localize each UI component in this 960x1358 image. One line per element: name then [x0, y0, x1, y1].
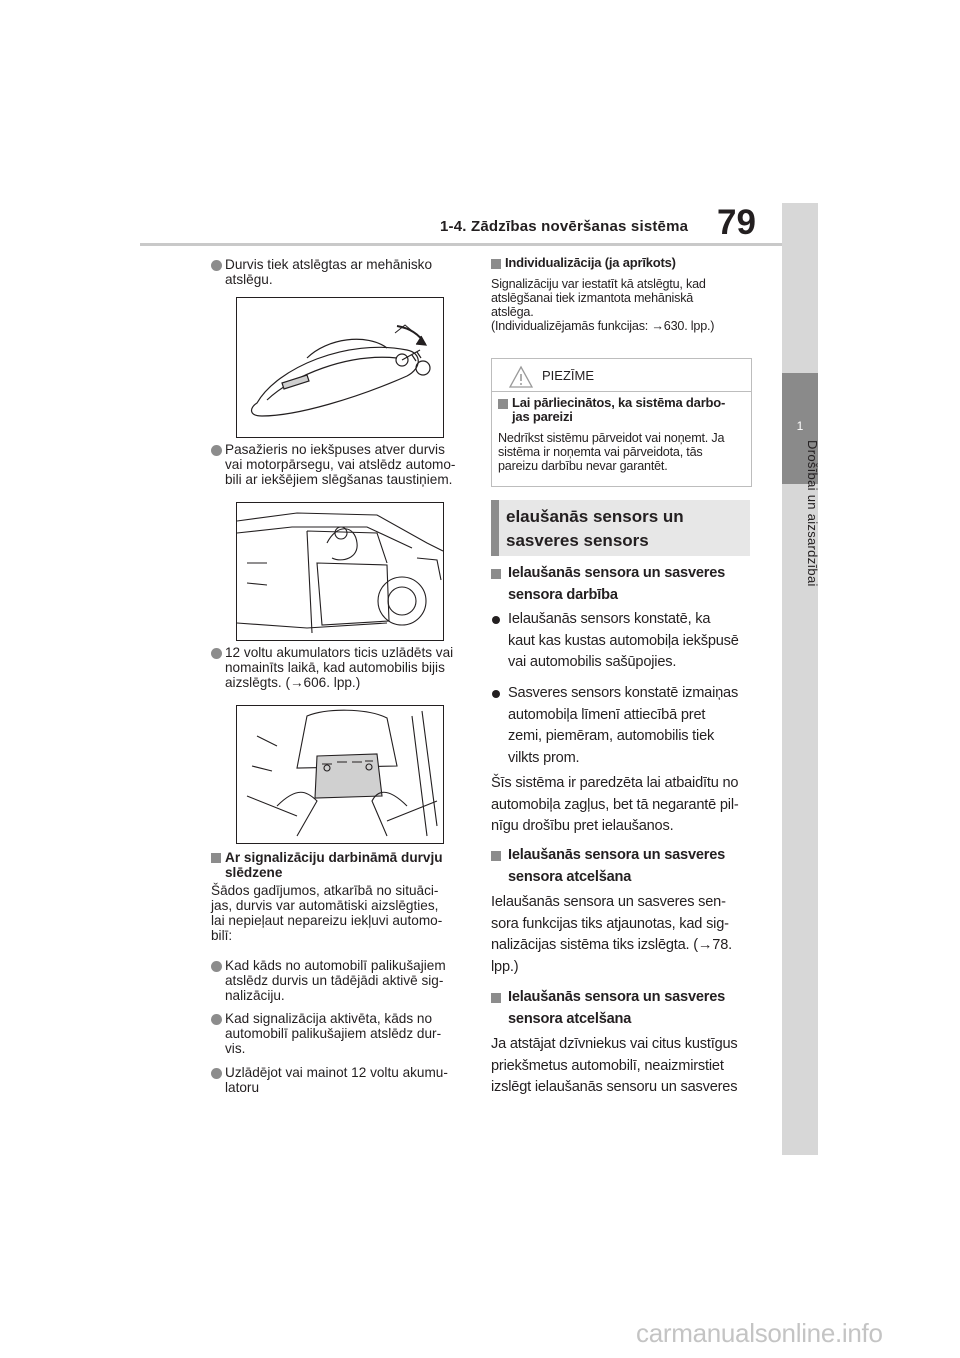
door-handle-key-icon — [237, 298, 443, 437]
square-bullet-icon — [498, 399, 508, 409]
door-handle-illustration — [236, 297, 444, 438]
bullet-unlock-inside: Kad kāds no automobilī palikušajiem atslēdz durvis un tādējādi aktivē sig- nalizāciju. — [225, 958, 446, 1003]
car-door-icon — [237, 503, 443, 640]
bullet-alarm-activated: Kad signalizācija aktivēta, kāds no automobilī palikušajiem atslēdz dur- vis. — [225, 1011, 442, 1056]
paragraph-customization: Signalizāciju var iestatīt kā atslēgtu, kad atslēgšanai tiek izmantota mehāniskā atslēga. (Individualizējamās funkcijas: →630. lpp.) — [491, 277, 715, 333]
bullet-intrusion-sensor: Ielaušanās sensors konstatē, ka kaut kas kustas automobiļa iekšpusē vai automobilis sašūpojies. — [508, 611, 739, 670]
bullet-mechanical-key: Durvis tiek atslēgtas ar mehānisko atslēgu. — [225, 257, 433, 287]
chapter-title: 1-4. Zādzības novēršanas sistēma — [440, 218, 689, 235]
heading-customization: Individualizācija (ja aprīkots) — [505, 255, 676, 270]
note-divider — [492, 391, 751, 392]
bullet-icon — [492, 690, 500, 698]
paragraph-sensor-restore: Ielaušanās sensora un sasveres sen- sora funkcijas tiks atjaunotas, kad sig- nalizācijas sistēma tiks izslēgta. (→78. lpp.) — [491, 894, 732, 975]
bullet-icon — [492, 616, 500, 624]
battery-illustration — [236, 705, 444, 844]
note-title: PIEZĪME — [542, 368, 595, 383]
warning-triangle-icon — [508, 365, 534, 389]
heading-alarm-door-lock: Ar signalizāciju darbināmā durvju slēdzene — [225, 850, 443, 880]
bullet-icon — [211, 1014, 222, 1025]
watermark: carmanualsonline.info — [636, 1318, 883, 1348]
square-bullet-icon — [491, 569, 501, 579]
car-open-door-illustration — [236, 502, 444, 641]
bullet-icon — [211, 1068, 222, 1079]
heading-sensor-cancel-1: Ielaušanās sensora un sasveres sensora atcelšana — [508, 847, 726, 885]
bullet-icon — [211, 961, 222, 972]
square-bullet-icon — [211, 853, 221, 863]
bullet-icon — [211, 445, 222, 456]
note-heading: Lai pārliecinātos, ka sistēma darbo- jas pareizi — [512, 395, 726, 424]
paragraph-deter-thieves: Šīs sistēma ir paredzēta lai atbaidītu no automobiļa zagļus, bet tā negarantē pil- nīgu drošību pret ielaušanos. — [491, 775, 739, 834]
note-text: Nedrīkst sistēmu pārveidot vai noņemt. Ja sistēma ir noņemta vai pārveidota, tās pareizu darbību nevar garantēt. — [498, 431, 725, 473]
square-bullet-icon — [491, 993, 501, 1003]
bullet-battery-replace: Uzlādējot vai mainot 12 voltu akumu- latoru — [225, 1065, 448, 1095]
heading-sensor-cancel-2: Ielaušanās sensora un sasveres sensora atcelšana — [508, 989, 726, 1027]
chapter-tab-number: 1 — [796, 419, 804, 433]
section-title-bar — [491, 500, 499, 556]
bullet-passenger-opens: Pasažieris no iekšpuses atver durvis vai motorpārsegu, vai atslēdz automo- bili ar iekšējiem slēgšanas taustiņiem. — [225, 442, 456, 487]
bullet-icon — [211, 260, 222, 271]
paragraph-auto-lock: Šādos gadījumos, atkarībā no situāci- jas, durvis var automātiski aizslēgties, lai nepieļaut nepareizu iekļuvi automo- bilī: — [211, 883, 443, 943]
page-number: 79 — [717, 203, 756, 242]
battery-icon — [237, 706, 443, 843]
note-box — [491, 358, 752, 487]
paragraph-leave-animals: Ja atstājat dzīvniekus vai citus kustīgus priekšmetus automobilī, neaizmirstiet izslēgt ielaušanās sensoru un sasveres — [491, 1036, 738, 1095]
square-bullet-icon — [491, 851, 501, 861]
bullet-icon — [211, 648, 222, 659]
chapter-tab-label: Drošībai un aizsardzībai — [805, 440, 820, 587]
bullet-battery-charged: 12 voltu akumulators ticis uzlādēts vai nomainīts laikā, kad automobilis bijis aizslēgts. (→606. lpp.) — [225, 645, 454, 690]
heading-sensor-operation: Ielaušanās sensora un sasveres sensora darbība — [508, 565, 726, 603]
bullet-tilt-sensor: Sasveres sensors konstatē izmaiņas automobiļa līmenī attiecībā pret zemi, piemēram, automobilis tiek vilkts prom. — [508, 685, 739, 766]
square-bullet-icon — [491, 259, 501, 269]
section-title: elaušanās sensors un sasveres sensors — [506, 507, 684, 550]
header-rule — [140, 243, 784, 246]
